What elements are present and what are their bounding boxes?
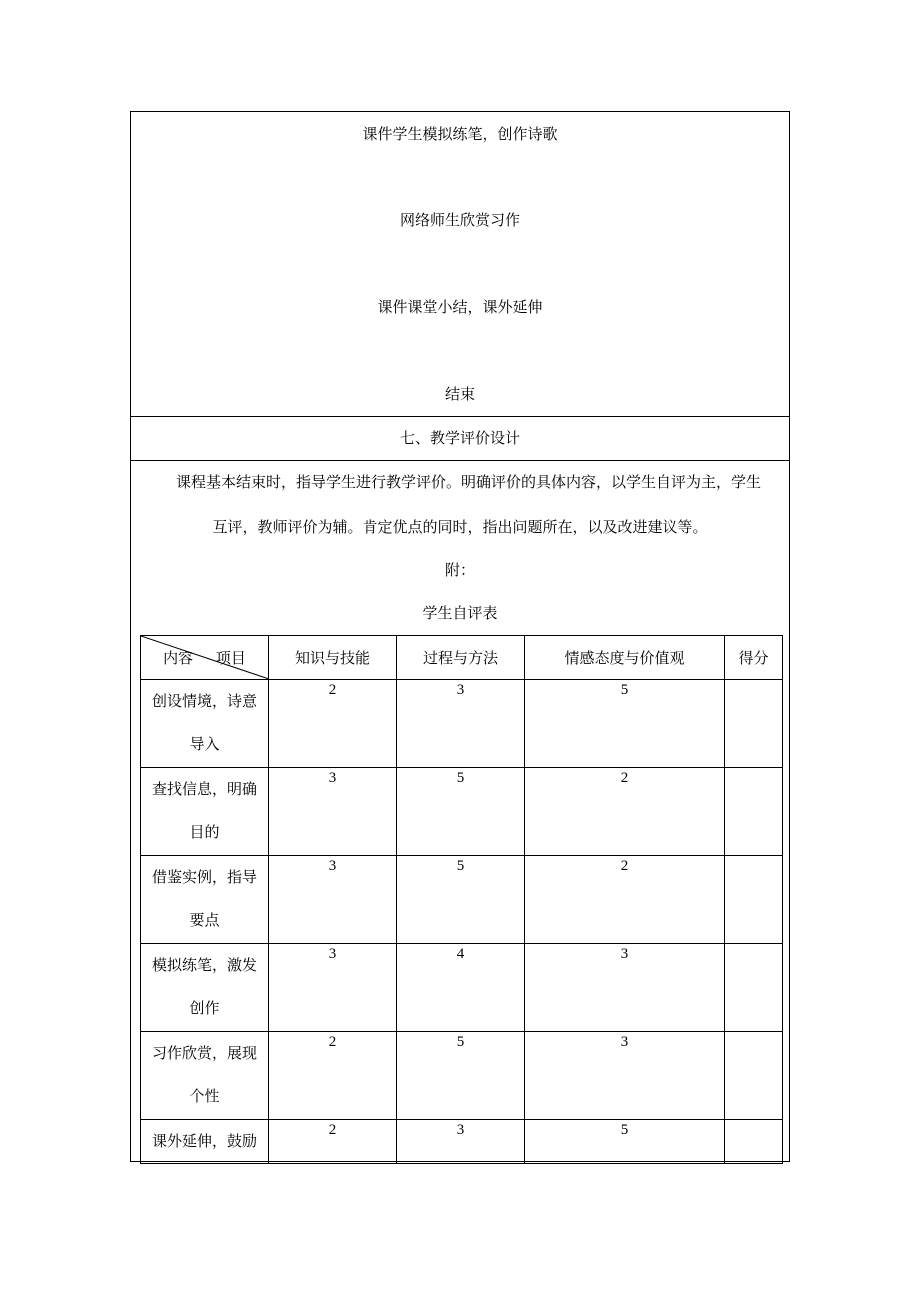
total-cell: [725, 1120, 783, 1164]
row-label-line: 习作欣赏，展现: [151, 1044, 257, 1062]
score-cell: 3: [525, 1032, 725, 1120]
score-cell: 5: [525, 1120, 725, 1164]
step-item: 网络师生欣赏习作: [399, 211, 520, 229]
step-item: 课件课堂小结，课外延伸: [377, 298, 543, 316]
row-label: [141, 1120, 269, 1164]
score-cell: 3: [525, 944, 725, 1032]
corner-left-label: 内容: [163, 649, 194, 667]
total-cell: [725, 1032, 783, 1120]
row-label-line: 要点: [189, 911, 220, 929]
column-header: 过程与方法: [397, 636, 525, 680]
table-row: [141, 856, 783, 944]
row-label-line: 课外延伸，鼓励: [151, 1132, 257, 1150]
row-label: [141, 1032, 269, 1120]
score-cell: 2: [269, 680, 397, 768]
total-cell: [725, 768, 783, 856]
table-row: [141, 944, 783, 1032]
table-row: [141, 680, 783, 768]
column-header: 情感态度与价值观: [525, 636, 725, 680]
total-cell: [725, 680, 783, 768]
score-cell: 2: [269, 1120, 397, 1164]
table-title: 学生自评表: [422, 604, 498, 622]
paragraph-line: 课程基本结束时，指导学生进行教学评价。明确评价的具体内容，以学生自评为主，学生: [176, 473, 762, 491]
score-cell: 2: [269, 1032, 397, 1120]
score-cell: 2: [525, 768, 725, 856]
column-header: 得分: [725, 636, 783, 680]
score-cell: 5: [525, 680, 725, 768]
row-label: [141, 944, 269, 1032]
score-cell: 5: [397, 768, 525, 856]
score-cell: 3: [269, 768, 397, 856]
column-header: 知识与技能: [269, 636, 397, 680]
score-cell: 4: [397, 944, 525, 1032]
score-cell: 3: [269, 944, 397, 1032]
score-cell: 5: [397, 856, 525, 944]
self-evaluation-table: [140, 635, 783, 1164]
score-cell: 3: [269, 856, 397, 944]
score-cell: 5: [397, 1032, 525, 1120]
row-label-line: 目的: [189, 823, 220, 841]
row-label-line: 个性: [189, 1087, 220, 1105]
score-cell: 2: [525, 856, 725, 944]
row-label-line: 创作: [189, 999, 220, 1017]
table-header-row: [141, 636, 783, 680]
row-label: [141, 768, 269, 856]
procedure-section: [131, 112, 789, 417]
table-row: [141, 1120, 783, 1164]
paragraph-line: 互评，教师评价为辅。肯定优点的同时，指出问题所在，以及改进建议等。: [212, 518, 708, 536]
row-label-line: 借鉴实例，指导: [151, 868, 257, 886]
diagonal-line: [141, 636, 269, 679]
row-label-line: 创设情境，诗意: [151, 692, 257, 710]
table-row: [141, 768, 783, 856]
row-label-line: 导入: [189, 735, 220, 753]
row-label: [141, 856, 269, 944]
total-cell: [725, 944, 783, 1032]
score-cell: 3: [397, 1120, 525, 1164]
step-item: 结束: [444, 385, 475, 403]
row-label-line: 模拟练笔，激发: [151, 956, 257, 974]
score-cell: 3: [397, 680, 525, 768]
total-cell: [725, 856, 783, 944]
appendix-label: 附：: [444, 561, 475, 579]
row-label-line: 查找信息，明确: [151, 780, 257, 798]
table-row: [141, 1032, 783, 1120]
plan-table: [130, 111, 790, 1162]
corner-right-label: 项目: [215, 649, 246, 667]
row-label: [141, 680, 269, 768]
step-item: 课件学生模拟练笔，创作诗歌: [362, 125, 558, 143]
corner-header-cell: [141, 636, 269, 680]
section-title: 七、教学评价设计: [131, 417, 789, 461]
